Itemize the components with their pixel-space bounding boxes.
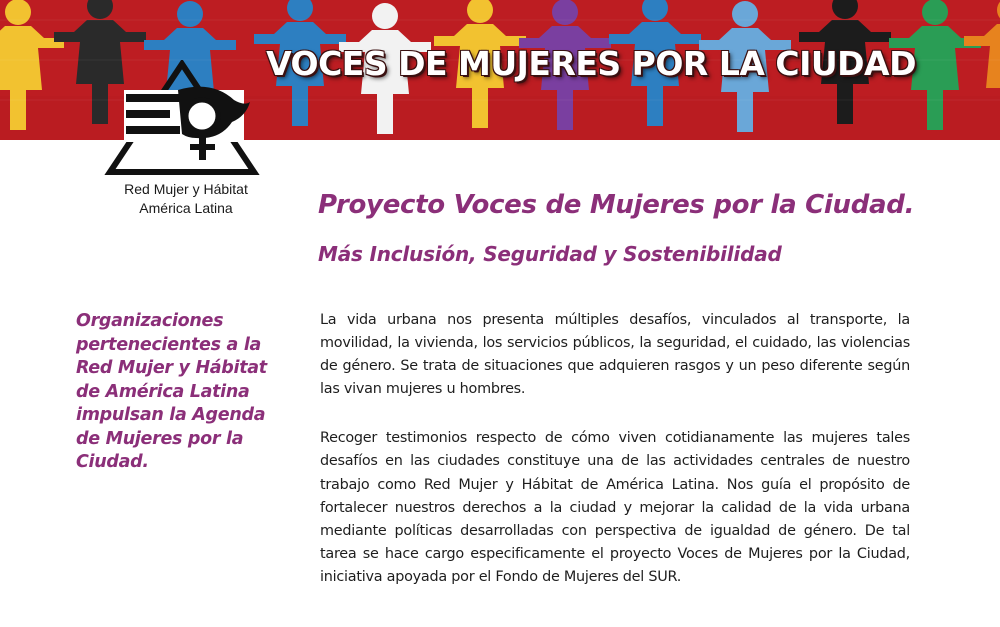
organization-name-line2: América Latina [139,200,233,216]
organization-logo [96,60,276,220]
organization-name [96,180,276,218]
body-text [320,309,910,615]
banner-title: VOCES DE MUJERES POR LA CIUDAD [266,44,916,83]
organization-name-line1: Red Mujer y Hábitat [124,181,248,197]
page-subtitle: Más Inclusión, Seguridad y Sostenibilidad [318,242,782,266]
body-paragraph-1: La vida urbana nos presenta múltiples desafíos, vinculados al transporte, la movilidad, la vivienda, los servicios públicos, la seguridad, el cuidado, las violencias de género. Se trata de situaciones que adquieren rasgos y un peso diferente según las vivan mujeres u hombres. [320,312,910,398]
dove-triangle-venus-logo [104,60,264,178]
sidebar-pullquote: Organizaciones pertenecientes a la Red Mujer y Hábitat de América Latina impulsan la Agenda de Mujeres por la Ciudad. [76,311,267,472]
page-title: Proyecto Voces de Mujeres por la Ciudad. [318,190,915,220]
body-paragraph-2: Recoger testimonios respecto de cómo viven cotidianamente las mujeres tales desafíos en las ciudades constituye una de las actividades centrales de nuestro trabajo como Red Mujer y Hábitat de América Latina. Nos guía el propósito de fortalecer nuestros derechos a la ciudad y mejorar la calidad de la vida urbana mediante políticas desarrolladas con perspectiva de igualdad de género. De tal tarea se hace cargo especificamente el proyecto Voces de Mujeres por la Ciudad, iniciativa apoyada por el Fondo de Mujeres del SUR. [320,430,910,585]
